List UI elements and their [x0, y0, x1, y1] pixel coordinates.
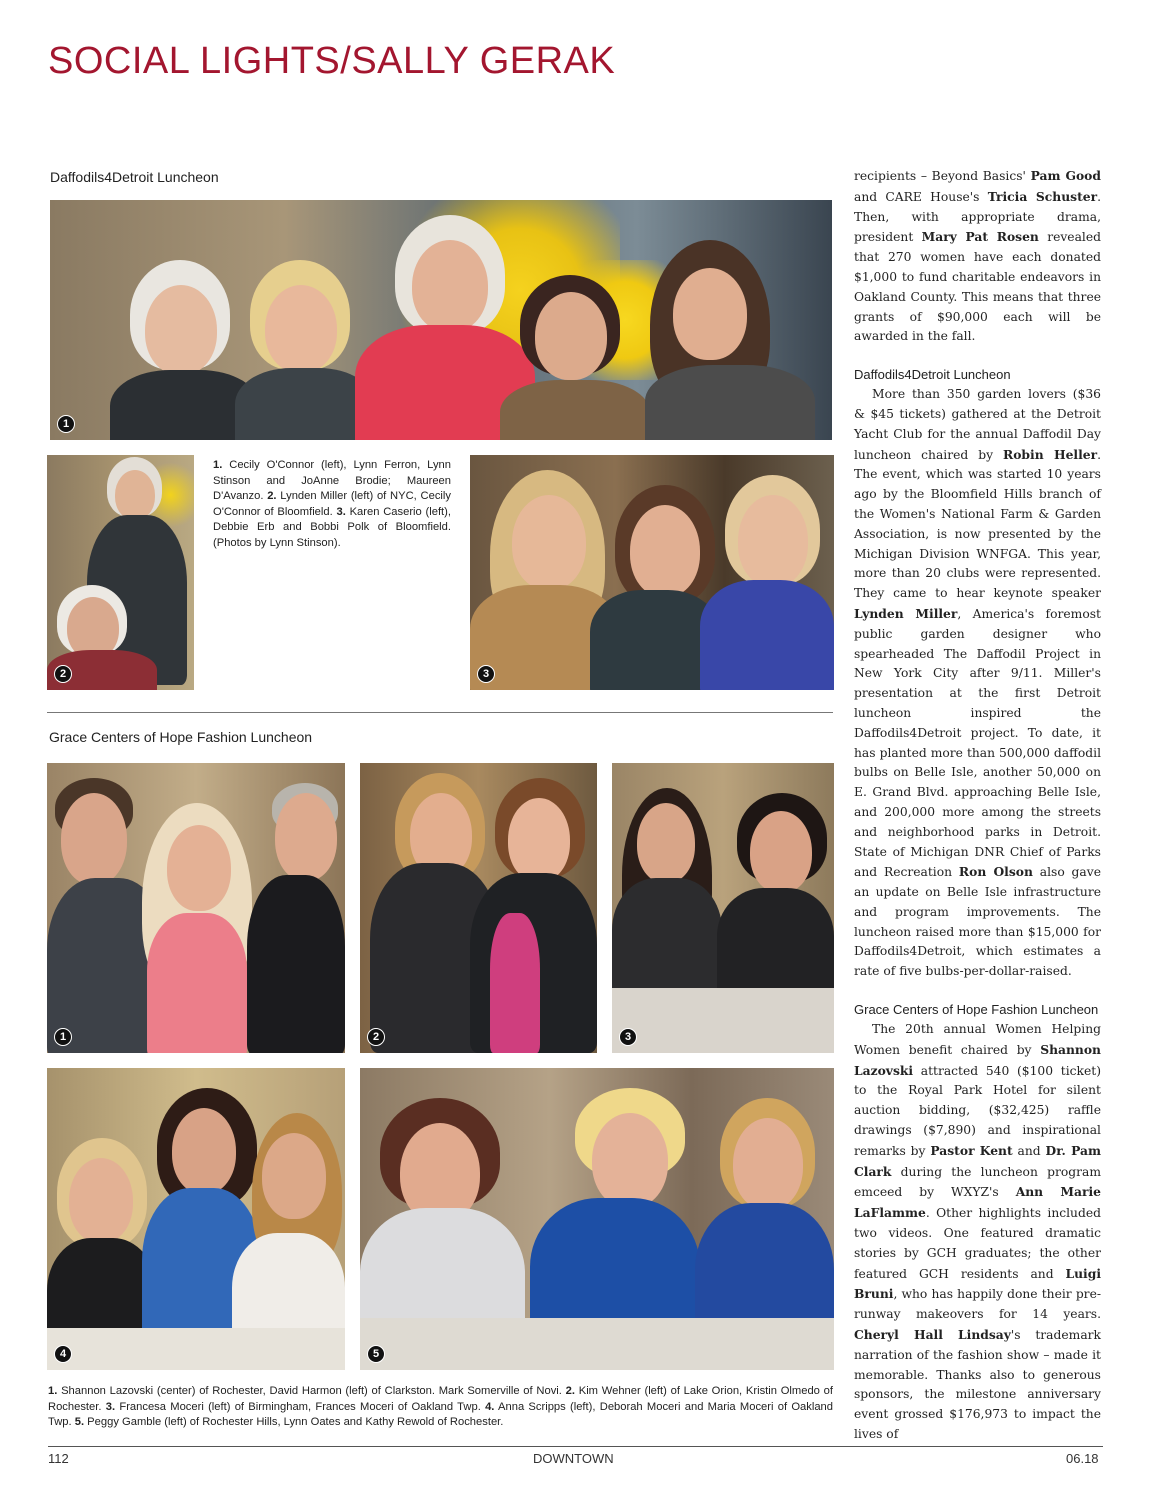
issue-date: 06.18 — [1066, 1451, 1099, 1466]
photo-number-badge: 4 — [54, 1345, 72, 1363]
caption-item: 3. Francesa Moceri (left) of Birmingham, Frances Moceri of Oakland Twp. — [105, 1400, 486, 1413]
photo-grace-1 — [47, 763, 345, 1053]
article-paragraph — [854, 166, 1101, 347]
caption-grace — [48, 1384, 833, 1431]
article-text-run: and — [1012, 1143, 1046, 1158]
photo-number-badge: 2 — [367, 1028, 385, 1046]
section-label-grace: Grace Centers of Hope Fashion Luncheon — [49, 729, 313, 745]
article-text-run: . Other highlights included two videos. One featured dramatic stories by GCH graduates; the other featured GCH residents and — [854, 1206, 1101, 1281]
caption-item: 2. Kim Wehner (left) of Lake Orion, Kristin Olmedo of Rochester. — [48, 1385, 833, 1413]
article-text-run: also gave an update on Belle Isle infrastructure and program improvements. The luncheon raised more than $15,000 for Daffodils4Detroit, which estimates a rate of five bulbs-per-dollar-raised. — [854, 865, 1101, 979]
caption-item: 3. Karen Caserio (left), Debbie Erb and Bobbi Polk of Bloomfield. (Photos by Lynn Stinson). — [213, 505, 451, 549]
photo-number-badge: 1 — [57, 415, 75, 433]
photo-grace-4 — [47, 1068, 345, 1370]
magazine-name: DOWNTOWN — [533, 1451, 614, 1466]
article-name-highlight: Ron Olson — [958, 864, 1033, 880]
photo-number-badge: 3 — [477, 665, 495, 683]
article-text-run: attracted 540 ($100 ticket) to the Royal Park Hotel for silent auction bidding, ($32,425) raffle drawings ($7,890) and inspirational remarks by — [854, 1063, 1101, 1158]
article-name-highlight: Lynden Miller — [854, 605, 958, 621]
article-name-highlight: Shannon Lazovski — [854, 1041, 1101, 1078]
photo-daffodils-3 — [470, 455, 834, 690]
article-subhead-grace: Grace Centers of Hope Fashion Luncheon — [854, 1002, 1099, 1018]
article-column — [854, 166, 1101, 1445]
caption-item: 1. Shannon Lazovski (center) of Rochester, David Harmon (left) of Clarkston. Mark Somerville of Novi. — [48, 1385, 566, 1397]
article-text-run: recipients – Beyond Basics' — [854, 169, 1031, 183]
article-name-highlight: Dr. Pam Clark — [854, 1142, 1101, 1179]
photo-grace-2 — [360, 763, 597, 1053]
article-name-highlight: Robin Heller — [1003, 446, 1098, 462]
page-title: SOCIAL LIGHTS/SALLY GERAK — [48, 40, 616, 82]
caption-item: 5. Peggy Gamble (left) of Rochester Hills, Lynn Oates and Kathy Rewold of Rochester. — [74, 1416, 504, 1428]
photo-number-badge: 5 — [367, 1345, 385, 1363]
section-divider — [47, 712, 833, 713]
article-paragraph — [854, 1020, 1101, 1445]
caption-item: 2. Lynden Miller (left) of NYC, Cecily O'Connor of Bloomfield. — [213, 490, 451, 518]
photo-number-badge: 1 — [54, 1028, 72, 1046]
article-text-run: , America's foremost public garden designer who spearheaded The Daffodil Project in New York City after 9/11. Miller's presentation at the first Detroit luncheon inspired the Daffodils4Detroit project. To date, it has planted more than 500,000 daffodil bulbs on Belle Isle, another 50,000 on E. Grand Blvd. approaching Belle Isle, and 200,000 more among the streets and neighborhood parks in Detroit. State of Michigan DNR Chief of Parks and Recreation — [854, 606, 1101, 880]
article-text-run: More than 350 garden lovers ($36 & $45 tickets) gathered at the Detroit Yacht Club for the annual Daffodil Day luncheon chaired by — [854, 387, 1101, 462]
article-name-highlight: Luigi Bruni — [854, 1265, 1101, 1302]
caption-item: 4. Anna Scripps (left), Deborah Moceri and Maria Moceri of Oakland Twp. — [48, 1400, 833, 1428]
article-name-highlight: Pam Good — [1030, 168, 1101, 183]
photo-number-badge: 3 — [619, 1028, 637, 1046]
footer-rule — [48, 1446, 1103, 1447]
photo-daffodils-1 — [50, 200, 832, 440]
article-name-highlight: Pastor Kent — [930, 1142, 1013, 1158]
page-number: 112 — [48, 1451, 69, 1466]
article-paragraph — [854, 385, 1101, 982]
article-text-run: and CARE House's — [854, 189, 988, 204]
article-name-highlight: Mary Pat Rosen — [921, 229, 1039, 245]
article-name-highlight: Tricia Schuster — [987, 188, 1098, 204]
article-name-highlight: Ann Marie LaFlamme — [854, 1184, 1101, 1221]
article-text-run: , who has happily done their pre-runway makeovers for 14 years. — [854, 1287, 1101, 1322]
photo-grace-5 — [360, 1068, 834, 1370]
caption-item: 1. Cecily O'Connor (left), Lynn Ferron, Lynn Stinson and JoAnne Brodie; Maureen D'Avanzo. — [213, 459, 451, 502]
article-name-highlight: Cheryl Hall Lindsay — [854, 1327, 1011, 1343]
article-subhead-daffodils: Daffodils4Detroit Luncheon — [854, 367, 1011, 383]
photo-daffodils-2 — [47, 455, 194, 690]
article-text-run: . The event, which was started 10 years ago by the Bloomfield Hills branch of the Women's National Farm & Garden Association, is now presented by the Michigan Division WNFGA. This year, more than 20 clubs were represented. They came to hear keynote speaker — [854, 447, 1101, 601]
article-text-run: during the luncheon program emceed by WXYZ's — [854, 1164, 1101, 1200]
article-text-run: The 20th annual Women Helping Women benefit chaired by — [854, 1022, 1101, 1057]
article-text-run: revealed that 270 women have each donated $1,000 to fund charitable endeavors in Oakland County. This means that three grants of $90,000 each will be awarded in the fall. — [854, 230, 1101, 344]
article-text-run: 's trademark narration of the fashion show – made it memorable. Thanks also to generous sponsors, the milestone anniversary event grossed $176,973 to impact the lives of — [854, 1328, 1101, 1442]
caption-daffodils — [213, 458, 451, 551]
section-label-daffodils: Daffodils4Detroit Luncheon — [50, 169, 219, 185]
article-text-run: . Then, with appropriate drama, president — [854, 189, 1102, 245]
photo-grace-3 — [612, 763, 834, 1053]
photo-number-badge: 2 — [54, 665, 72, 683]
